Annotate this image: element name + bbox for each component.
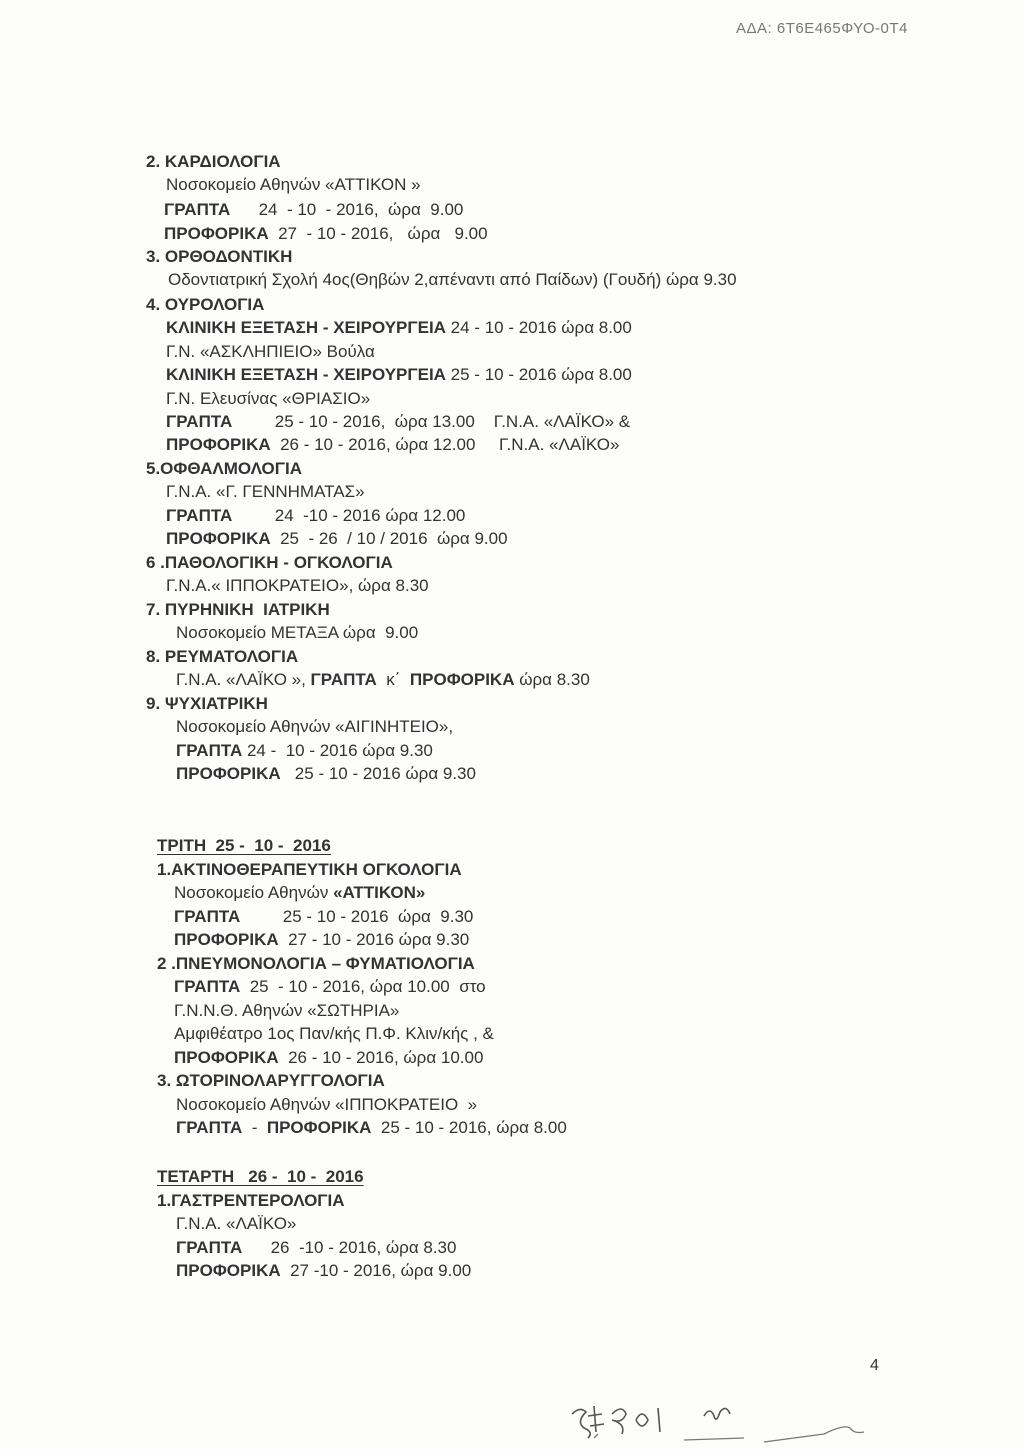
schedule-line: [157, 954, 475, 974]
line-text: 26 -10 - 2016, ώρα 8.30: [242, 1238, 457, 1257]
line-text: Γ.Ν. Ελευσίνας «ΘΡΙΑΣΙΟ»: [166, 389, 371, 408]
line-text: 25 - 10 - 2016 ώρα 9.30: [240, 907, 474, 926]
line-text: -: [242, 1118, 267, 1137]
schedule-line: [146, 152, 281, 172]
line-text: 6 .ΠΑΘΟΛΟΓΙΚΗ - ΟΓΚΟΛΟΓΙΑ: [146, 553, 393, 572]
schedule-line: [166, 482, 365, 502]
line-text: ΚΛΙΝΙΚΗ ΕΞΕΤΑΣΗ - ΧΕΙΡΟΥΡΓΕΙΑ: [166, 365, 446, 384]
line-text: ΓΡΑΠΤΑ: [166, 412, 233, 431]
line-text: ΓΡΑΠΤΑ: [176, 741, 243, 760]
line-text: 8. ΡΕΥΜΑΤΟΛΟΓΙΑ: [146, 647, 299, 666]
line-text: ΓΡΑΠΤΑ: [176, 1118, 243, 1137]
line-text: Νοσοκομείο Αθηνών: [174, 883, 334, 902]
line-text: 25 - 10 - 2016 ώρα 9.30: [280, 764, 476, 783]
line-text: 9. ΨΥΧΙΑΤΡΙΚΗ: [146, 694, 268, 713]
day-heading: [157, 1167, 364, 1187]
schedule-line: [146, 553, 393, 573]
line-text: 2 .ΠΝΕΥΜΟΝΟΛΟΓΙΑ – ΦΥΜΑΤΙΟΛΟΓΙΑ: [157, 954, 475, 973]
line-text: 25 - 10 - 2016 ώρα 8.00: [445, 365, 632, 384]
schedule-line: [166, 175, 421, 195]
line-text: 3. ΩΤΟΡΙΝΟΛΑΡΥΓΓΟΛΟΓΙΑ: [157, 1071, 385, 1090]
schedule-line: [174, 1024, 494, 1044]
line-text: ΠΡΟΦΟΡΙΚΑ: [176, 764, 281, 783]
line-text: 24 - 10 - 2016 ώρα 8.00: [445, 318, 632, 337]
schedule-line: [146, 459, 302, 479]
schedule-line: [174, 1048, 483, 1068]
line-text: ΠΡΟΦΟΡΙΚΑ: [176, 1261, 281, 1280]
schedule-line: [146, 295, 264, 315]
schedule-line: [164, 200, 463, 220]
schedule-line: [174, 930, 469, 950]
schedule-line: [166, 435, 619, 455]
line-text: Γ.Ν.Α. «ΛΑΪΚΟ »,: [176, 670, 311, 689]
line-text: «ΑΤΤΙΚΟΝ»: [333, 883, 426, 902]
line-text: ώρα 8.30: [514, 670, 590, 689]
line-text: 24 - 10 - 2016 ώρα 9.30: [242, 741, 433, 760]
schedule-line: [174, 907, 473, 927]
line-text: 24 -10 - 2016 ώρα 12.00: [232, 506, 466, 525]
schedule-line: [166, 318, 632, 338]
schedule-line: [176, 741, 433, 761]
line-text: κ΄: [376, 670, 410, 689]
schedule-line: [176, 1238, 456, 1258]
schedule-line: [146, 647, 298, 667]
schedule-line: [176, 1214, 296, 1234]
line-text: ΠΡΟΦΟΡΙΚΑ: [174, 1048, 279, 1067]
line-text: 25 - 10 - 2016, ώρα 10.00 στο: [240, 977, 486, 996]
line-text: Νοσοκομείο ΜΕΤΑΞΑ ώρα 9.00: [176, 623, 419, 642]
line-text: 27 -10 - 2016, ώρα 9.00: [280, 1261, 472, 1280]
day-heading: [157, 836, 331, 856]
line-text: 26 - 10 - 2016, ώρα 12.00 Γ.Ν.Α. «ΛΑΪΚΟ»: [270, 435, 620, 454]
schedule-line: [166, 506, 465, 526]
line-text: Νοσοκομείο Αθηνών «ΙΠΠΟΚΡΑΤΕΙΟ »: [176, 1095, 478, 1114]
line-text: Οδοντιατρική Σχολή 4ος(Θηβών 2,απέναντι από Παίδων) (Γουδή) ώρα 9.30: [168, 270, 737, 289]
schedule-line: [146, 247, 292, 267]
schedule-line: [146, 694, 268, 714]
schedule-line: [157, 1191, 345, 1211]
line-text: 25 - 26 / 10 / 2016 ώρα 9.00: [270, 529, 508, 548]
schedule-line: [174, 977, 486, 997]
line-text: Αμφιθέατρο 1ος Παν/κής Π.Φ. Κλιν/κής , &: [174, 1024, 494, 1043]
line-text: ΠΡΟΦΟΡΙΚΑ: [174, 930, 279, 949]
schedule-line: [166, 576, 429, 596]
schedule-line: [166, 342, 375, 362]
line-text: 2. ΚΑΡΔΙΟΛΟΓΙΑ: [146, 152, 281, 171]
schedule-line: [166, 412, 630, 432]
line-text: ΠΡΟΦΟΡΙΚΑ: [266, 1118, 372, 1137]
handwritten-signature: [564, 1392, 924, 1446]
line-text: 1.ΑΚΤΙΝΟΘΕΡΑΠΕΥΤΙΚΗ ΟΓΚΟΛΟΓΙΑ: [157, 860, 462, 879]
schedule-line: [176, 670, 590, 690]
line-text: ΤΡΙΤΗ 25 - 10 - 2016: [157, 836, 331, 855]
schedule-line: [146, 600, 330, 620]
schedule-line: [157, 1071, 385, 1091]
line-text: Γ.Ν.Ν.Θ. Αθηνών «ΣΩΤΗΡΙΑ»: [174, 1001, 400, 1020]
schedule-line: [166, 389, 370, 409]
line-text: 25 - 10 - 2016, ώρα 13.00 Γ.Ν.Α. «ΛΑΪΚΟ» &: [232, 412, 631, 431]
line-text: 27 - 10 - 2016 ώρα 9.30: [278, 930, 470, 949]
ada-code: ΑΔΑ: 6Τ6Ε465ΦΥΟ-0Τ4: [736, 20, 908, 37]
schedule-line: [174, 883, 425, 903]
line-text: 25 - 10 - 2016, ώρα 8.00: [371, 1118, 567, 1137]
schedule-line: [176, 1095, 477, 1115]
schedule-line: [157, 860, 462, 880]
line-text: 26 - 10 - 2016, ώρα 10.00: [278, 1048, 484, 1067]
line-text: 7. ΠΥΡΗΝΙΚΗ ΙΑΤΡΙΚΗ: [146, 600, 330, 619]
schedule-line: [166, 365, 632, 385]
line-text: ΚΛΙΝΙΚΗ ΕΞΕΤΑΣΗ - ΧΕΙΡΟΥΡΓΕΙΑ: [166, 318, 446, 337]
line-text: Νοσοκομείο Αθηνών «ΑΙΓΙΝΗΤΕΙΟ»,: [176, 717, 454, 736]
schedule-line: [176, 623, 418, 643]
line-text: ΠΡΟΦΟΡΙΚΑ: [164, 224, 269, 243]
line-text: ΓΡΑΠΤΑ: [164, 200, 231, 219]
line-text: 5.ΟΦΘΑΛΜΟΛΟΓΙΑ: [146, 459, 302, 478]
line-text: 1.ΓΑΣΤΡΕΝΤΕΡΟΛΟΓΙΑ: [157, 1191, 345, 1210]
line-text: Γ.Ν. «ΑΣΚΛΗΠΙΕΙΟ» Βούλα: [166, 342, 375, 361]
schedule-line: [176, 1118, 567, 1138]
line-text: ΓΡΑΠΤΑ: [176, 1238, 243, 1257]
schedule-line: [166, 529, 508, 549]
schedule-line: [164, 224, 488, 244]
line-text: 24 - 10 - 2016, ώρα 9.00: [230, 200, 464, 219]
line-text: Γ.Ν.Α. «Γ. ΓΕΝΝΗΜΑΤΑΣ»: [166, 482, 365, 501]
line-text: ΠΡΟΦΟΡΙΚΑ: [166, 529, 271, 548]
schedule-line: [168, 270, 737, 290]
line-text: ΤΕΤΑΡΤΗ 26 - 10 - 2016: [157, 1167, 364, 1186]
schedule-line: [176, 1261, 471, 1281]
line-text: 3. ΟΡΘΟΔΟΝΤΙΚΗ: [146, 247, 293, 266]
line-text: ΓΡΑΠΤΑ: [310, 670, 377, 689]
line-text: ΠΡΟΦΟΡΙΚΑ: [409, 670, 515, 689]
schedule-line: [176, 717, 453, 737]
page-number: 4: [870, 1357, 879, 1374]
line-text: Γ.Ν.Α.« ΙΠΠΟΚΡΑΤΕΙΟ», ώρα 8.30: [166, 576, 429, 595]
line-text: ΠΡΟΦΟΡΙΚΑ: [166, 435, 271, 454]
line-text: Νοσοκομείο Αθηνών «ΑΤΤΙΚΟΝ »: [166, 175, 421, 194]
line-text: ΓΡΑΠΤΑ: [174, 907, 241, 926]
line-text: ΓΡΑΠΤΑ: [166, 506, 233, 525]
line-text: ΓΡΑΠΤΑ: [174, 977, 241, 996]
schedule-line: [174, 1001, 399, 1021]
line-text: 4. ΟΥΡΟΛΟΓΙΑ: [146, 295, 265, 314]
line-text: Γ.Ν.Α. «ΛΑΪΚΟ»: [176, 1214, 297, 1233]
schedule-line: [176, 764, 476, 784]
line-text: 27 - 10 - 2016, ώρα 9.00: [268, 224, 488, 243]
